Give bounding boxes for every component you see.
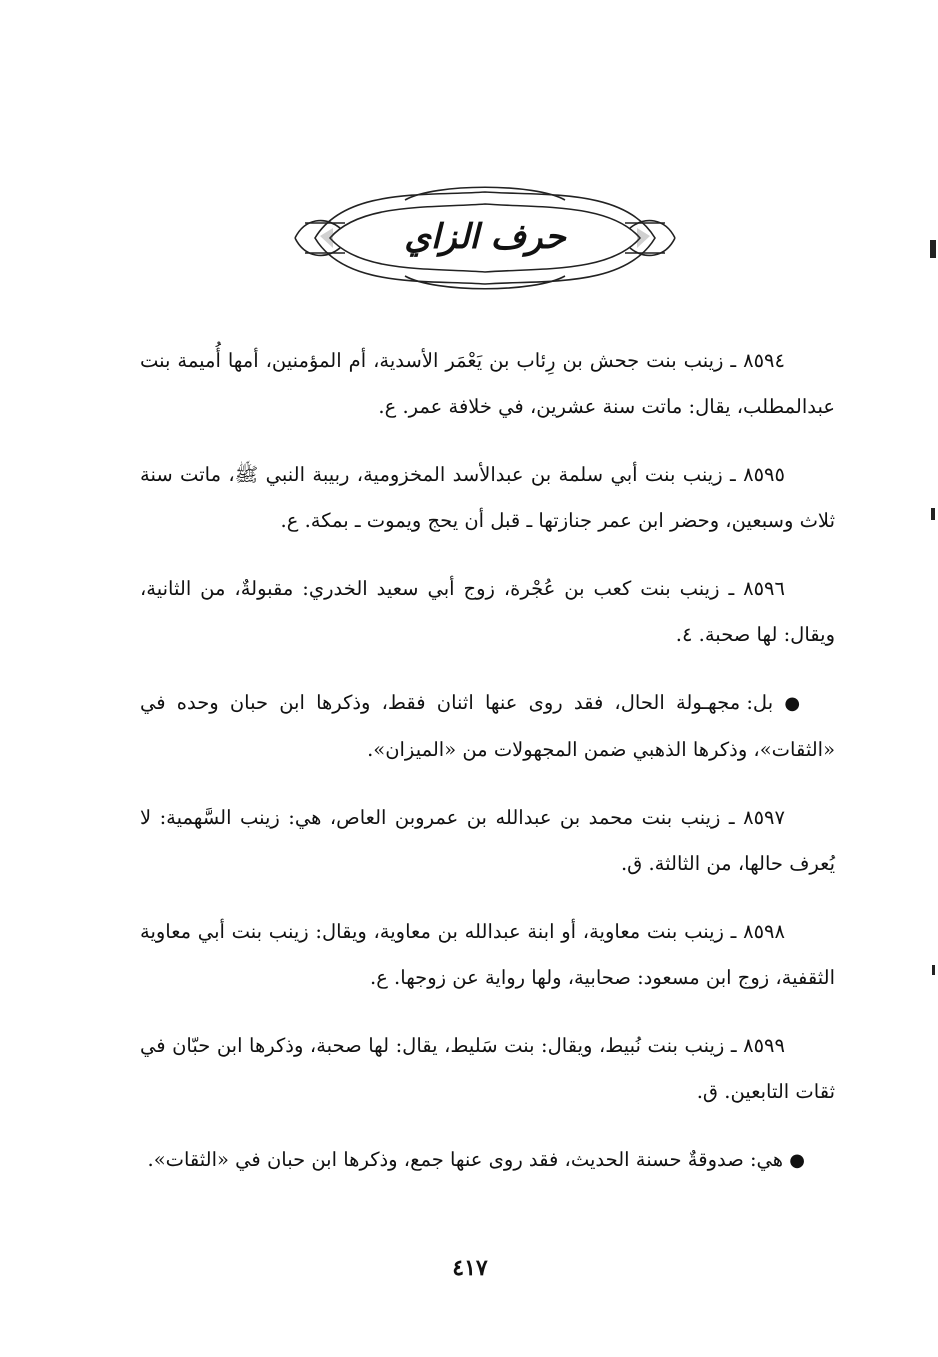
note-text: هي: صدوقةٌ حسنة الحديث، فقد روى عنها جمع، وذكرها ابن حبان في «الثقات». [147,1148,784,1171]
editor-note [140,680,835,773]
scan-edge-mark [930,240,936,258]
entry-text: ٨٥٩٧ ـ زينب بنت محمد بن عبدالله بن عمروبن العاص، هي: زينب السَّهمية: لا يُعرف حالها، من الثالثة. ق. [140,806,835,875]
entry-text: ٨٥٩٥ ـ زينب بنت أبي سلمة بن عبدالأسد المخزومية، ربيبة النبي ﷺ، ماتت سنة ثلاث وسبعين، وحضر ابن عمر جنازتها ـ قبل أن يحج ويموت ـ بمكة. ع. [140,463,835,532]
section-title: حرف الزاي [404,217,566,257]
entries-list [140,338,835,1206]
entry-text: ٨٥٩٦ ـ زينب بنت كعب بن عُجْرة، زوج أبي سعيد الخدري: مقبولةٌ، من الثانية، ويقال: لها صحبة. ٤. [140,577,835,646]
entry-8599 [140,1023,835,1115]
editor-note [140,1137,835,1184]
entry-8598 [140,909,835,1001]
bullet-icon: ● [789,1150,805,1171]
scan-edge-mark [931,508,935,520]
bullet-icon: ● [784,693,805,714]
scan-edge-mark [932,965,935,975]
entry-text: ٨٥٩٩ ـ زينب بنت نُبيط، ويقال: بنت سَليط، يقال: لها صحبة، وذكرها ابن حبّان في ثقات التابعين. ق. [140,1034,835,1103]
entry-8597 [140,795,835,887]
entry-text: ٨٥٩٨ ـ زينب بنت معاوية، أو ابنة عبدالله بن معاوية، ويقال: زينب بنت أبي معاوية الثقفية، زوج ابن مسعود: صحابية، ولها رواية عن زوجها. ع. [140,920,835,989]
entry-text: ٨٥٩٤ ـ زينب بنت جحش بن رِئاب بن يَعْمَر الأسدية، أم المؤمنين، أمها أُميمة بنت عبدالمطلب، يقال: ماتت سنة عشرين، في خلافة عمر. ع. [140,349,835,418]
entry-8596 [140,566,835,658]
entry-8595 [140,452,835,544]
page-number: ٤١٧ [452,1255,488,1281]
entry-8594 [140,338,835,430]
note-text: بل: مجهـولة الحال، فقد روى عنها اثنان فقط، وذكرها ابن حبان وحده في «الثقات»، وذكرها الذهبي ضمن المجهولات من «الميزان». [140,691,835,761]
